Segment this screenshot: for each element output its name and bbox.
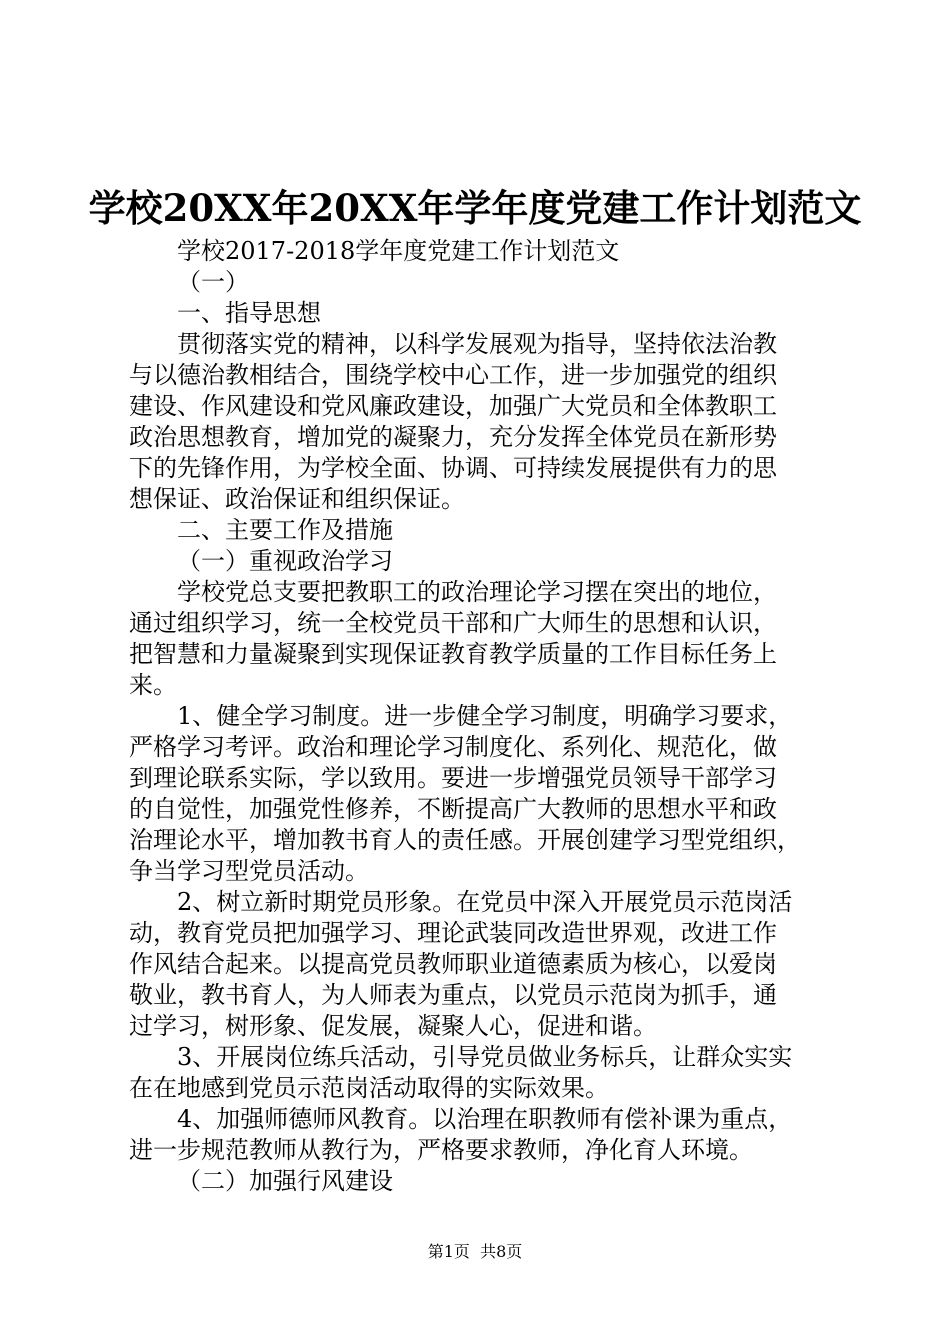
paragraph-line: 4、加强师德师风教育。以治理在职教师有偿补课为重点，: [177, 1105, 793, 1133]
paragraph-line: 来。: [129, 671, 177, 699]
paragraph-line: 一、指导思想: [177, 299, 321, 327]
paragraph-line: 2、树立新时期党员形象。在党员中深入开展党员示范岗活: [177, 888, 793, 916]
paragraph-line: 1、健全学习制度。进一步健全学习制度，明确学习要求，: [177, 702, 793, 730]
page-footer: 第1页 共8页: [427, 1242, 523, 1261]
paragraph-line: 把智慧和力量凝聚到实现保证教育教学质量的工作目标任务上: [129, 640, 777, 668]
paragraph-line: 的自觉性，加强党性修养，不断提高广大教师的思想水平和政: [129, 795, 777, 823]
paragraph-line: 二、主要工作及措施: [177, 516, 393, 544]
paragraph-line: 学校2017-2018学年度党建工作计划范文: [177, 237, 620, 265]
paragraph-line: 想保证、政治保证和组织保证。: [129, 485, 465, 513]
paragraph-line: 动，教育党员把加强学习、理论武装同改造世界观，改进工作: [129, 919, 777, 947]
document-title: 学校20XX年20XX年学年度党建工作计划范文: [88, 186, 862, 230]
paragraph-line: 通过组织学习，统一全校党员干部和广大师生的思想和认识，: [129, 609, 777, 637]
paragraph-line: 争当学习型党员活动。: [129, 857, 369, 885]
paragraph-line: 政治思想教育，增加党的凝聚力，充分发挥全体党员在新形势: [129, 423, 777, 451]
paragraph-line: 3、开展岗位练兵活动，引导党员做业务标兵，让群众实实: [177, 1043, 793, 1071]
paragraph-line: 学校党总支要把教职工的政治理论学习摆在突出的地位，: [177, 578, 777, 606]
paragraph-line: 过学习，树形象、促发展，凝聚人心，促进和谐。: [129, 1012, 657, 1040]
paragraph-line: 进一步规范教师从教行为，严格要求教师，净化育人环境。: [129, 1136, 753, 1164]
paragraph-line: （一）: [177, 268, 249, 296]
document-body: [129, 236, 833, 1197]
paragraph-line: 敬业，教书育人，为人师表为重点，以党员示范岗为抓手，通: [129, 981, 777, 1009]
paragraph-line: 在在地感到党员示范岗活动取得的实际效果。: [129, 1074, 609, 1102]
paragraph-line: 与以德治教相结合，围绕学校中心工作，进一步加强党的组织: [129, 361, 777, 389]
paragraph-line: 到理论联系实际，学以致用。要进一步增强党员领导干部学习: [129, 764, 777, 792]
paragraph-line: （一）重视政治学习: [177, 547, 393, 575]
paragraph-line: 下的先锋作用，为学校全面、协调、可持续发展提供有力的思: [129, 454, 777, 482]
paragraph-line: 贯彻落实党的精神，以科学发展观为指导，坚持依法治教: [177, 330, 777, 358]
paragraph-line: 建设、作风建设和党风廉政建设，加强广大党员和全体教职工: [129, 392, 777, 420]
paragraph-line: 治理论水平，增加教书育人的责任感。开展创建学习型党组织，: [129, 826, 801, 854]
paragraph-line: 严格学习考评。政治和理论学习制度化、系列化、规范化，做: [129, 733, 777, 761]
paragraph-line: （二）加强行风建设: [177, 1167, 393, 1195]
paragraph-line: 作风结合起来。以提高党员教师职业道德素质为核心，以爱岗: [129, 950, 777, 978]
